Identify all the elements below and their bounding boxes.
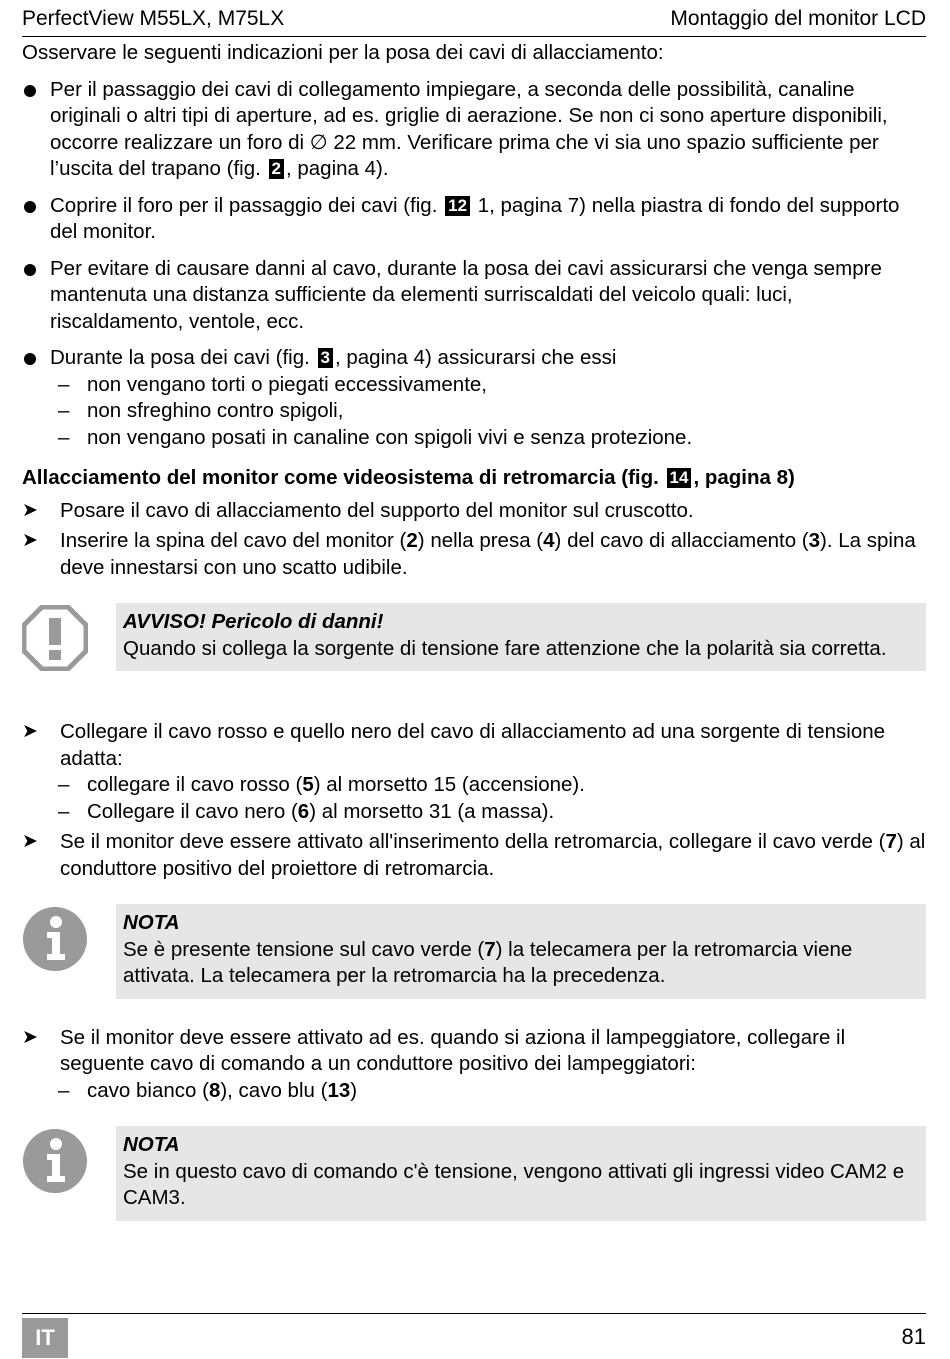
language-tab: IT — [22, 1318, 68, 1358]
dash-icon: – — [58, 1078, 70, 1102]
arrow-icon: ➤ — [22, 721, 38, 742]
figure-ref: 14 — [667, 468, 692, 488]
dash-icon: – — [58, 799, 70, 823]
page-header — [22, 6, 926, 37]
bullet-text: Coprire il foro per il passaggio dei cavi (fig. — [50, 193, 438, 217]
arrow-icon: ➤ — [22, 1026, 38, 1048]
section-heading: Allacciamento del monitor come videosistema di retromarcia (fig. 14 , pagina 8) — [22, 466, 795, 489]
bullet-dot-icon — [24, 85, 36, 97]
header-title: PerfectView M55LX, M75LX — [22, 7, 285, 30]
note-notice — [22, 1126, 926, 1221]
bullet-item — [22, 256, 926, 336]
step-item: ➤ Se il monitor deve essere attivato all'inserimento della retromarcia, collegare il cavo verde (7) al conduttore positivo del proiettore di retromarcia. — [22, 830, 926, 880]
bullet-item — [22, 345, 926, 451]
note-title: NOTA — [123, 1133, 180, 1156]
page-content — [22, 40, 926, 1247]
bullet-item — [22, 193, 926, 246]
intro-text: Osservare le seguenti indicazioni per la posa dei cavi di allacciamento: — [22, 41, 664, 64]
sub-item: – Collegare il cavo nero (6) al morsetto 31 (a massa). — [22, 799, 926, 826]
figure-ref: 12 — [445, 196, 470, 216]
bullet-dot-icon — [24, 264, 36, 276]
bullet-text: Per evitare di causare danni al cavo, durante la posa dei cavi assicurarsi che venga sempre mantenuta una distanza sufficiente da elementi surriscaldati del veicolo quali: luci, riscaldamento, ventole, ecc. — [50, 256, 882, 333]
bullet-text: , pagina 4). — [285, 157, 389, 180]
warning-text: Quando si collega la sorgente di tensione fare attenzione che la polarità sia corretta. — [123, 636, 887, 660]
arrow-icon: ➤ — [22, 530, 38, 551]
bullet-text: Durante la posa dei cavi (fig. — [50, 346, 310, 369]
arrow-icon: ➤ — [22, 831, 38, 852]
figure-ref: 3 — [318, 348, 333, 368]
warning-title: AVVISO! Pericolo di danni! — [123, 610, 384, 633]
bullet-text: 1, pagina 7) nella piastra di fondo del supporto del monitor. — [50, 193, 900, 243]
footer-divider — [22, 1313, 926, 1314]
step-item: ➤ Collegare il cavo rosso e quello nero del cavo di allacciamento ad una sorgente di tensione adatta: – collegare il cavo rosso (5) al morsetto 15 (accensione). – Collegare il cavo nero (6) al morsetto 31 (a massa). — [22, 719, 926, 825]
warning-box — [116, 603, 926, 671]
note-notice — [22, 904, 926, 999]
sub-item: – non sfreghino contro spigoli, — [22, 398, 926, 425]
info-icon — [22, 906, 88, 972]
info-icon — [22, 1128, 88, 1194]
bullet-text: , pagina 4) assicurarsi che essi — [334, 346, 617, 369]
exclamation-octagon-icon — [22, 605, 88, 671]
note-text: Se è presente tensione sul cavo verde (7) la telecamera per la retromarcia viene attivata. La telecamera per la retromarcia ha la precedenza. — [123, 937, 853, 987]
sub-item: – non vengano posati in canaline con spigoli vivi e senza protezione. — [22, 425, 926, 452]
bullet-item — [22, 77, 926, 183]
sub-item: – cavo bianco (8), cavo blu (13) — [22, 1078, 926, 1105]
step-item: ➤ Se il monitor deve essere attivato ad es. quando si aziona il lampeggiatore, collegare il seguente cavo di comando a un conduttore positivo dei lampeggiatori: – cavo bianco (8), cavo blu (13) — [22, 1025, 926, 1105]
arrow-icon: ➤ — [22, 499, 38, 521]
dash-icon: – — [58, 372, 70, 396]
dash-icon: – — [58, 773, 70, 796]
sub-item: – non vengano torti o piegati eccessivamente, — [22, 372, 926, 399]
dash-icon: – — [58, 399, 70, 422]
header-section: Montaggio del monitor LCD — [670, 7, 926, 30]
note-text: Se in questo cavo di comando c'è tensione, vengono attivati gli ingressi video CAM2 e CAM3. — [123, 1159, 905, 1209]
step-item: ➤ Inserire la spina del cavo del monitor (2) nella presa (4) del cavo di allacciamento (3). La spina deve innestarsi con uno scatto udibile. — [22, 529, 916, 579]
warning-notice — [22, 603, 926, 693]
note-box — [116, 904, 926, 999]
dash-icon: – — [58, 425, 70, 449]
note-box — [116, 1126, 926, 1221]
sub-item: – collegare il cavo rosso (5) al morsetto 15 (accensione). — [22, 772, 926, 799]
bullet-dot-icon — [24, 201, 36, 213]
bullet-dot-icon — [24, 353, 36, 365]
step-item: ➤ Posare il cavo di allacciamento del supporto del monitor sul cruscotto. — [22, 498, 926, 525]
figure-ref: 2 — [269, 159, 284, 179]
bullet-text: Per il passaggio dei cavi di collegamento impiegare, a seconda delle possibilità, canaline originali o altri tipi di aperture, ad es. griglie di aerazione. Se non ci sono aperture disponibili, occorre realizzare un foro di ∅ 22 mm. Verificare prima che vi sia uno spazio sufficiente per l’uscita del trapano (fig. — [50, 77, 888, 180]
page-number: 81 — [901, 1324, 926, 1349]
note-title: NOTA — [123, 911, 180, 934]
